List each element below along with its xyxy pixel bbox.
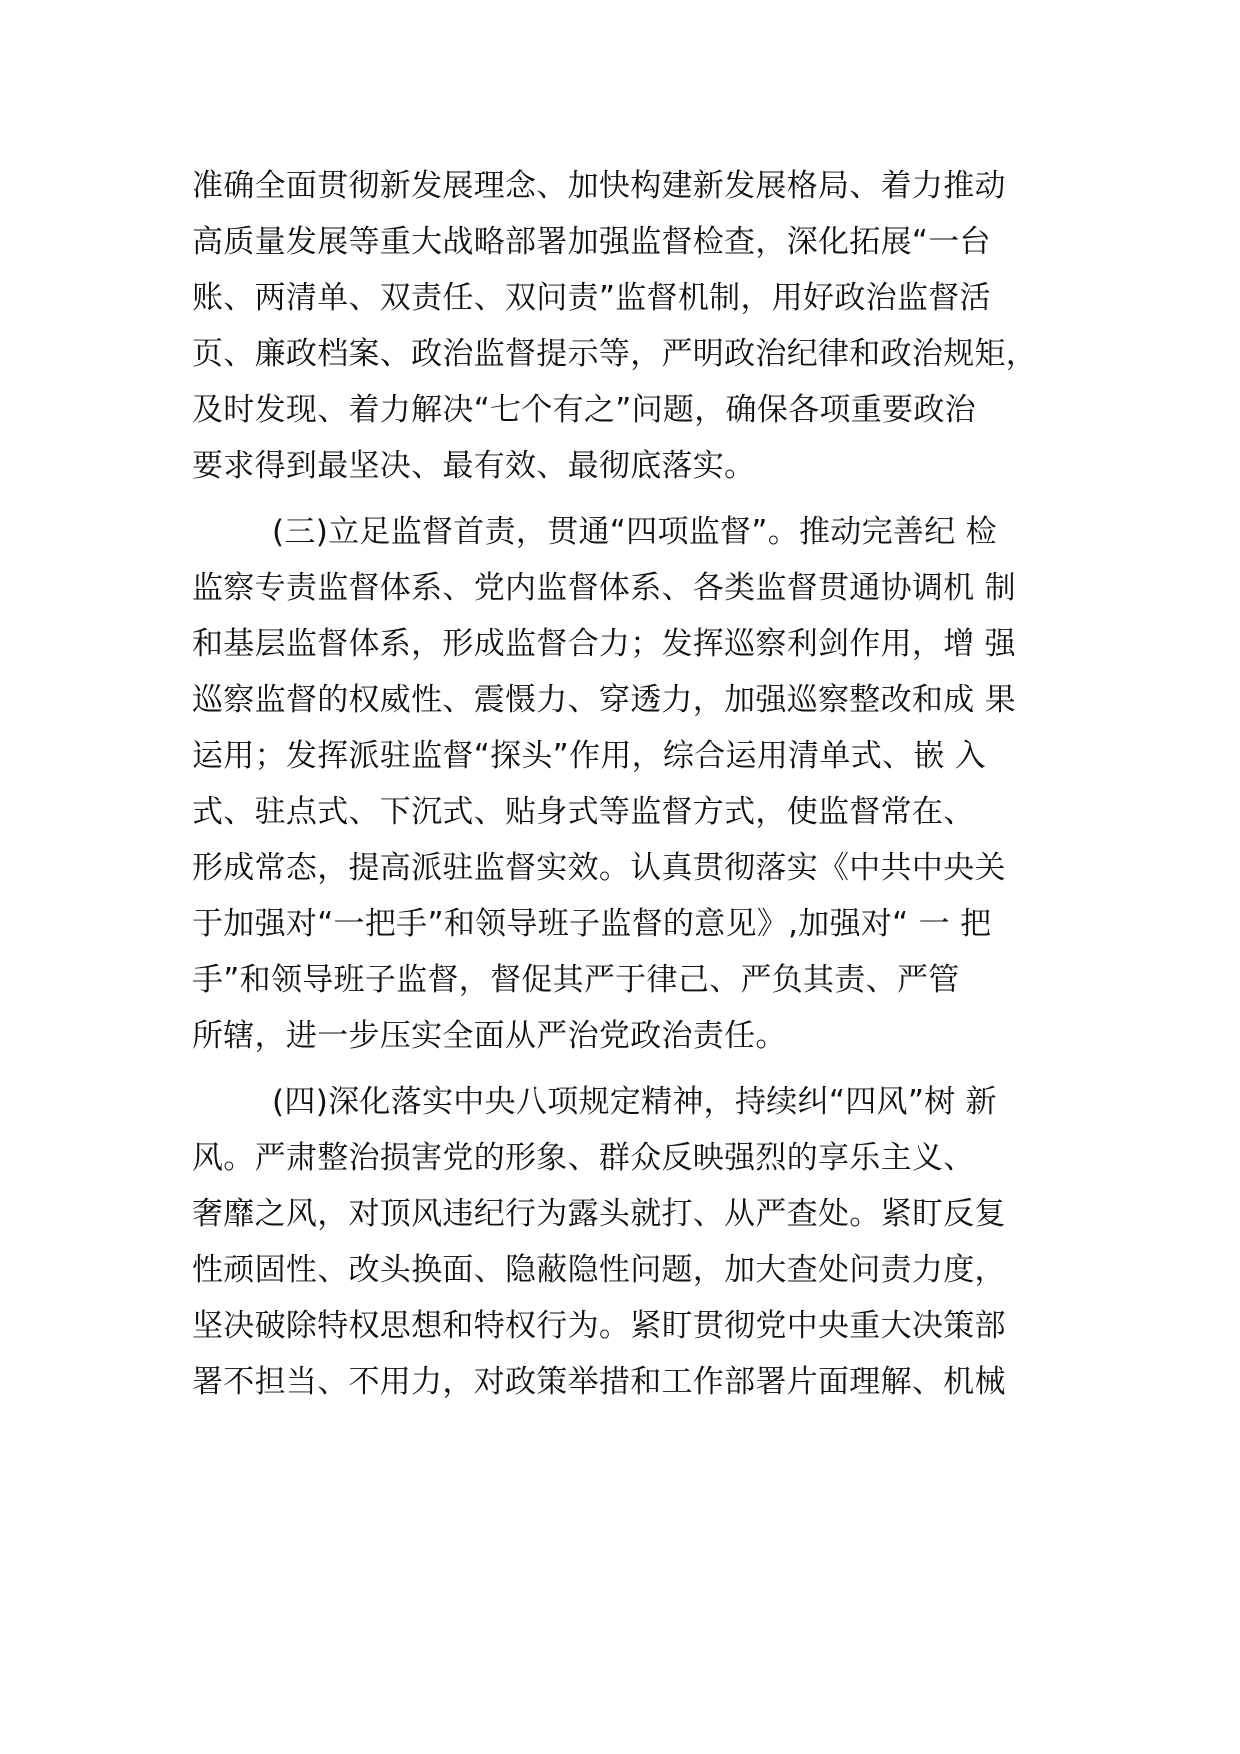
text-line: 准确全面贯彻新发展理念、加快构建新发展格局、着力推动 xyxy=(192,168,1006,204)
text-line: 和基层监督体系，形成监督合力；发挥巡察利剑作用，增 强 xyxy=(192,626,1016,662)
text-line: (三)立足监督首责，贯通“四项监督”。推动完善纪 检 xyxy=(272,514,997,550)
text-line: 式、驻点式、下沉式、贴身式等监督方式，使监督常在、 xyxy=(192,794,975,830)
text-line: 手”和领导班子监督，督促其严于律己、严负其责、严管 xyxy=(192,962,960,998)
text-line: 形成常态，提高派驻监督实效。认真贯彻落实《中共中央关 xyxy=(192,850,1006,886)
body-text xyxy=(192,158,1072,1410)
text-line: 所辖，进一步压实全面从严治党政治责任。 xyxy=(192,1018,787,1054)
text-line: 要求得到最坚决、最有效、最彻底落实。 xyxy=(192,448,756,484)
text-line: 巡察监督的权威性、震慑力、穿透力，加强巡察整改和成 果 xyxy=(192,682,1016,718)
text-line: 风。严肃整治损害党的形象、群众反映强烈的享乐主义、 xyxy=(192,1140,975,1176)
paragraph-section-4 xyxy=(192,1074,1072,1410)
text-line: 及时发现、着力解决“七个有之”问题，确保各项重要政治 xyxy=(192,392,976,428)
text-line: 署不担当、不用力，对政策举措和工作部署片面理解、机械 xyxy=(192,1364,1006,1400)
text-line: (四)深化落实中央八项规定精神，持续纠“四风”树 新 xyxy=(272,1084,997,1120)
text-line: 坚决破除特权思想和特权行为。紧盯贯彻党中央重大决策部 xyxy=(192,1308,1006,1344)
text-line: 监察专责监督体系、党内监督体系、各类监督贯通协调机 制 xyxy=(192,570,1016,606)
text-line: 页、廉政档案、政治监督提示等，严明政治纪律和政治规矩， xyxy=(192,336,1038,372)
text-line: 奢靡之风，对顶风违纪行为露头就打、从严查处。紧盯反复 xyxy=(192,1196,1006,1232)
text-line: 运用；发挥派驻监督“探头”作用，综合运用清单式、嵌 入 xyxy=(192,738,987,774)
text-line: 高质量发展等重大战略部署加强监督检查，深化拓展“一台 xyxy=(192,224,991,260)
text-line: 性顽固性、改头换面、隐蔽隐性问题，加大查处问责力度， xyxy=(192,1252,1006,1288)
paragraph-continuation xyxy=(192,158,1072,494)
text-line: 账、两清单、双责任、双问责”监督机制，用好政治监督活 xyxy=(192,280,991,316)
paragraph-section-3 xyxy=(192,504,1072,1064)
text-line: 于加强对“一把手”和领导班子监督的意见》,加强对“ 一 把 xyxy=(192,906,992,942)
